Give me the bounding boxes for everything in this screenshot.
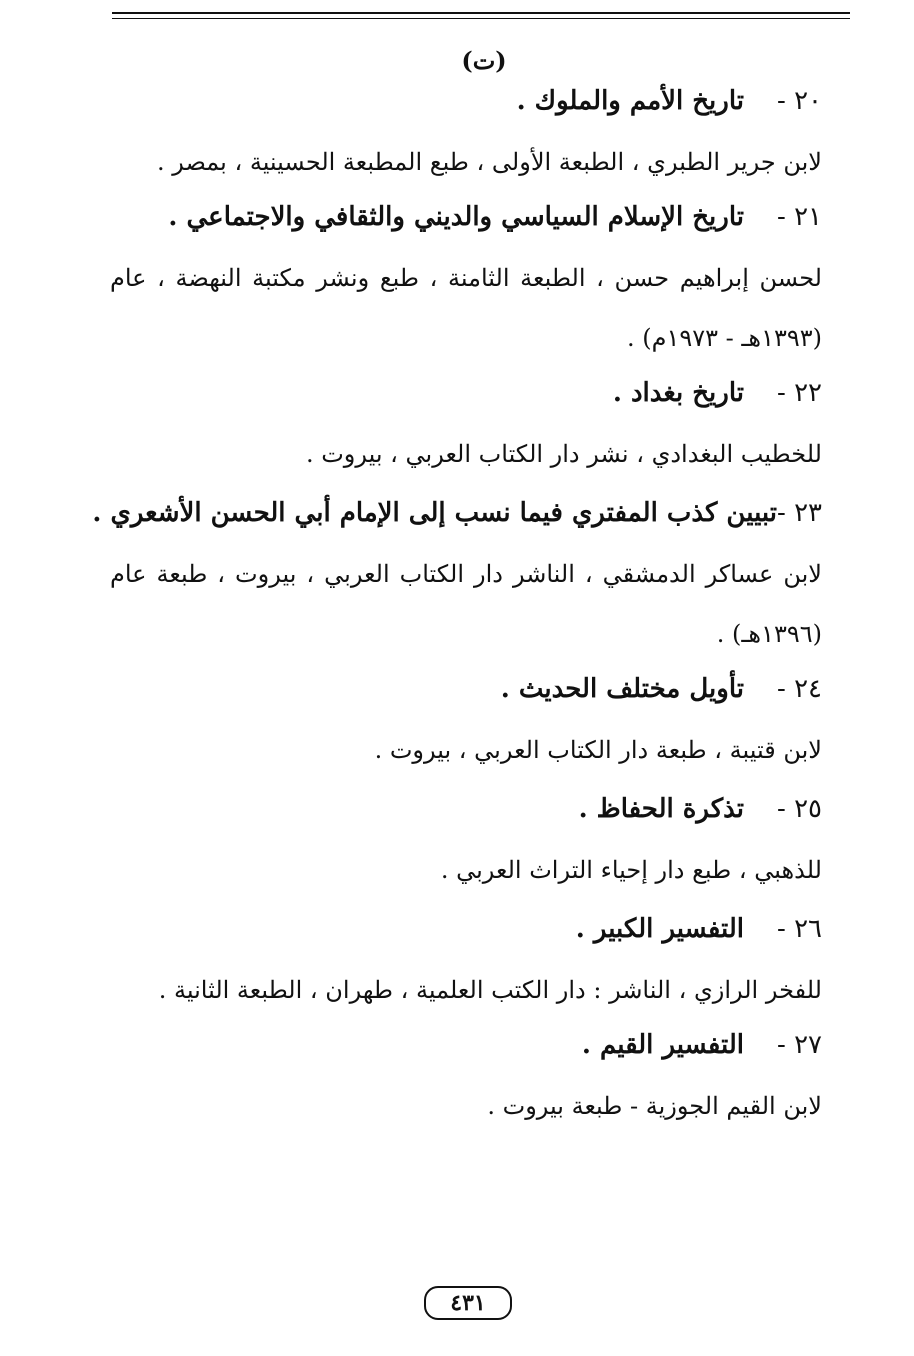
entry-number: ٢٠ -	[777, 86, 822, 116]
entry-head	[110, 904, 822, 954]
entry-24	[110, 664, 822, 780]
entry-description: للفخر الرازي ، الناشر : دار الكتب العلمية ، طهران ، الطبعة الثانية .	[158, 976, 822, 1004]
entry-22	[110, 368, 822, 484]
entry-title: تاريخ الأمم والملوك .	[516, 86, 744, 116]
entry-number: ٢٤ -	[777, 674, 822, 704]
entry-description: لابن قتيبة ، طبعة دار الكتاب العربي ، بيروت .	[374, 736, 822, 764]
header-rule-thick	[112, 12, 850, 14]
entry-21	[110, 192, 822, 368]
entry-26	[110, 904, 822, 1020]
entry-number: ٢١ -	[777, 202, 822, 232]
header-rule-thin	[112, 18, 850, 19]
entry-head	[110, 368, 822, 418]
entry-description: لابن القيم الجوزية - طبعة بيروت .	[487, 1092, 822, 1120]
entry-title: تأويل مختلف الحديث .	[500, 674, 744, 704]
entry-title: تاريخ بغداد .	[612, 378, 744, 408]
entry-number: ٢٧ -	[777, 1030, 822, 1060]
entry-head	[110, 1020, 822, 1070]
entry-head	[110, 664, 822, 714]
entry-number: ٢٥ -	[777, 794, 822, 824]
entry-number: ٢٣ -	[777, 498, 822, 528]
entry-head	[110, 192, 822, 242]
page-number: ٤٣١	[424, 1286, 512, 1320]
entry-title: التفسير القيم .	[581, 1030, 744, 1060]
entry-title: تبيين كذب المفتري فيما نسب إلى الإمام أبي الحسن الأشعري .	[92, 498, 777, 528]
entry-number: ٢٢ -	[777, 378, 822, 408]
entry-23	[92, 488, 822, 664]
bibliography-list	[92, 76, 822, 1140]
entry-27	[110, 1020, 822, 1136]
entry-title: تذكرة الحفاظ .	[578, 794, 744, 824]
entry-head	[92, 488, 822, 538]
section-letter: (ت)	[461, 46, 507, 75]
entry-number: ٢٦ -	[777, 914, 822, 944]
entry-title: التفسير الكبير .	[575, 914, 744, 944]
entry-description: للخطيب البغدادي ، نشر دار الكتاب العربي ، بيروت .	[305, 440, 822, 468]
entry-20	[110, 76, 822, 192]
entry-description: لحسن إبراهيم حسن ، الطبعة الثامنة ، طبع ونشر مكتبة النهضة ، عام (١٣٩٣هـ - ١٩٧٣م) .	[110, 264, 822, 352]
entry-25	[110, 784, 822, 900]
entry-head	[110, 76, 822, 126]
entry-head	[110, 784, 822, 834]
entry-title: تاريخ الإسلام السياسي والديني والثقافي والاجتماعي .	[168, 202, 744, 232]
entry-description: للذهبي ، طبع دار إحياء التراث العربي .	[440, 856, 822, 884]
entry-description: لابن عساكر الدمشقي ، الناشر دار الكتاب العربي ، بيروت ، طبعة عام (١٣٩٦هـ) .	[110, 560, 822, 648]
entry-description: لابن جرير الطبري ، الطبعة الأولى ، طبع المطبعة الحسينية ، بمصر .	[156, 148, 822, 176]
